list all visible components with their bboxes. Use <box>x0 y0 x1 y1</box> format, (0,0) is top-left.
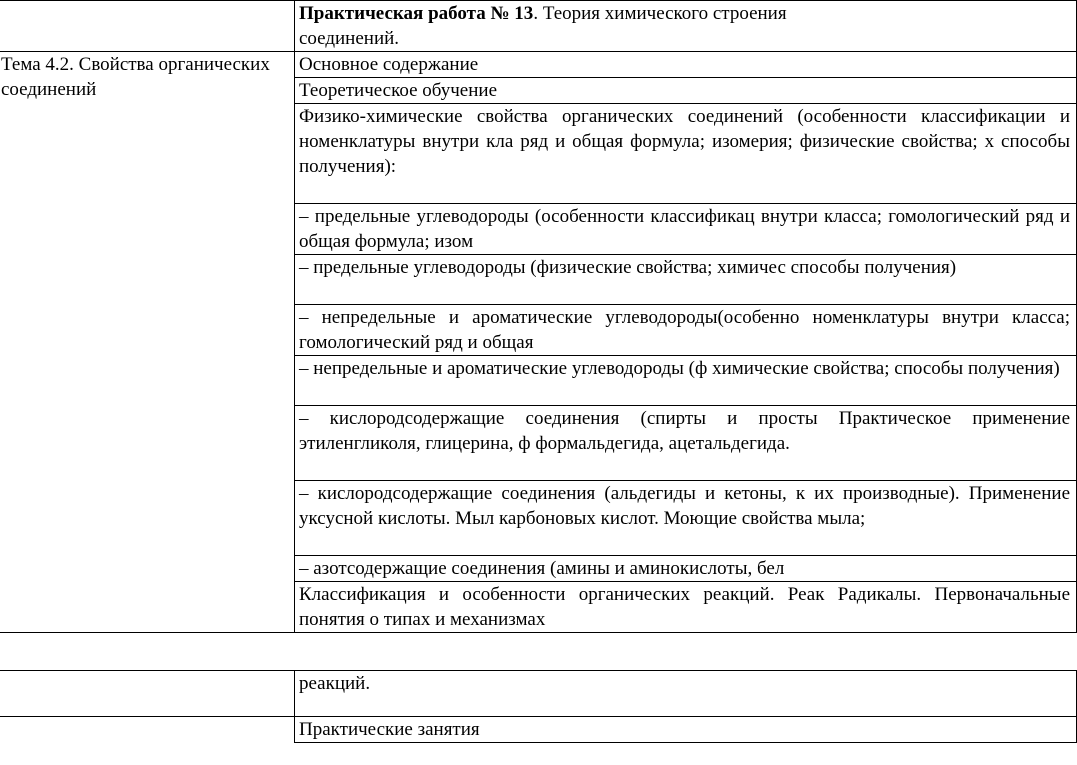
topic-title-line2: соединений <box>1 79 97 100</box>
main-content-heading: Основное содержание <box>295 52 1077 78</box>
topic-cell <box>0 52 295 633</box>
topic-title-line1: Тема 4.2. Свойства органических <box>1 54 270 75</box>
practical-work-cell <box>295 1 1077 52</box>
table-row <box>0 717 1077 743</box>
curriculum-table-continued <box>0 670 1077 743</box>
content-cell: Физико-химические свойства органических соединений (особенности классификации и номенклатуры внутри кла ряд и общая формула; изомерия; физические свойства; х способы получения): <box>295 104 1077 204</box>
content-cell: – непредельные и ароматические углеводороды (ф химические свойства; способы получения) <box>295 356 1077 406</box>
table-row <box>0 671 1077 717</box>
practical-lessons-heading: Практические занятия <box>295 717 1077 743</box>
empty-topic-cell <box>0 1 295 52</box>
page-break-gap <box>0 643 816 670</box>
practical-work-subtitle-line2: соединений. <box>299 28 400 49</box>
content-cell: – кислородсодержащие соединения (альдегиды и кетоны, к их производные). Применение уксусной кислоты. Мыл карбоновых кислот. Моющие свойства мыла; <box>295 481 1077 556</box>
empty-topic-cell <box>0 671 295 717</box>
table-row <box>0 52 1077 78</box>
content-cell: реакций. <box>295 671 1077 717</box>
table-header-row <box>0 1 1077 52</box>
empty-topic-cell <box>0 717 295 743</box>
practical-work-title: Практическая работа № 13 <box>299 3 534 24</box>
content-cell: – непредельные и ароматические углеводороды(особенно номенклатуры внутри класса; гомологический ряд и общая <box>295 305 1077 356</box>
content-cell: – предельные углеводороды (особенности классификац внутри класса; гомологический ряд и общая формула; изом <box>295 204 1077 255</box>
content-cell: Классификация и особенности органических реакций. Реак Радикалы. Первоначальные понятия о типах и механизмах <box>295 582 1077 633</box>
practical-work-subtitle: . Теория химического строения <box>533 3 787 24</box>
content-cell: – предельные углеводороды (физические свойства; химичес способы получения) <box>295 255 1077 305</box>
theory-heading: Теоретическое обучение <box>295 78 1077 104</box>
content-cell: – азотсодержащие соединения (амины и аминокислоты, бел <box>295 556 1077 582</box>
content-cell: – кислородсодержащие соединения (спирты и просты Практическое применение этиленгликоля, глицерина, ф формальдегида, ацетальдегида. <box>295 406 1077 481</box>
